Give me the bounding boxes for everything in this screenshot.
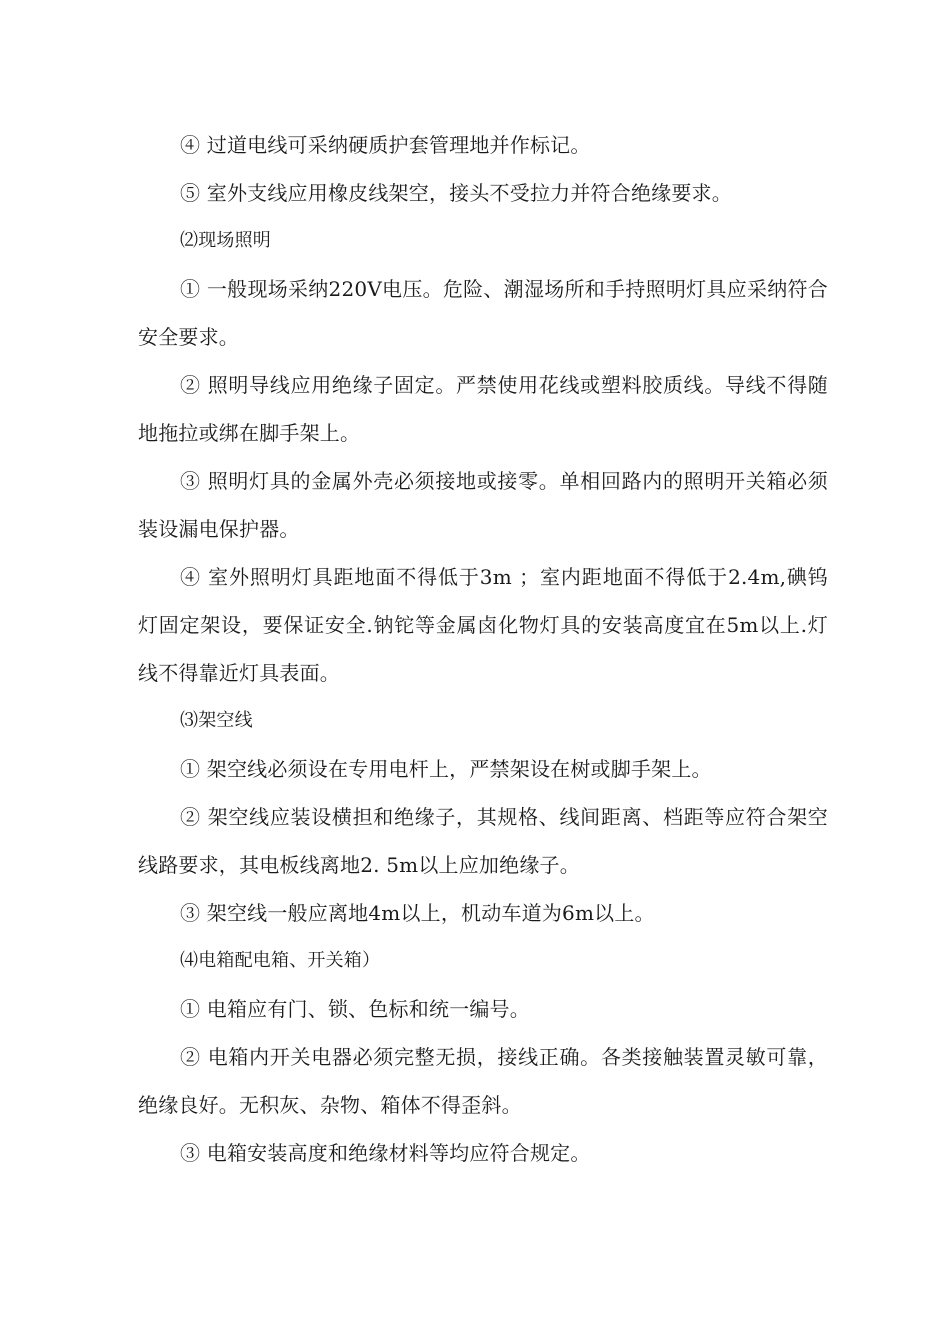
- paragraph-lighting-height: ④ 室外照明灯具距地面不得低于3m ；室内距地面不得低于2.4m,碘钨灯固定架设，要保证安全.钠铊等金属卤化物灯具的安装高度宜在5m以上.灯线不得靠近灯具表面。: [138, 565, 828, 685]
- paragraph-box-doors-locks: ① 电箱应有门、锁、色标和统一编号。: [180, 997, 530, 1021]
- paragraph-overhead-insulators: ② 架空线应装设横担和绝缘子，其规格、线间距离、档距等应符合架空线路要求，其电板线离地2. 5m以上应加绝缘子。: [138, 805, 828, 877]
- paragraph-box-switches: ② 电箱内开关电器必须完整无损，接线正确。各类接触装置灵敏可靠，绝缘良好。无积灰、杂物、箱体不得歪斜。: [138, 1045, 828, 1117]
- paragraph-lighting-wires: ② 照明导线应用绝缘子固定。严禁使用花线或塑料胶质线。导线不得随地拖拉或绑在脚手架上。: [138, 373, 828, 445]
- paragraph-box-installation: ③ 电箱安装高度和绝缘材料等均应符合规定。: [180, 1141, 591, 1165]
- paragraph-item-4-crossing-wires: ④ 过道电线可采纳硬质护套管理地并作标记。: [180, 133, 591, 157]
- section-heading-overhead-lines: ⑶架空线: [180, 710, 253, 731]
- paragraph-lighting-grounding: ③ 照明灯具的金属外壳必须接地或接零。单相回路内的照明开关箱必须装设漏电保护器。: [138, 469, 828, 541]
- paragraph-lighting-voltage: ① 一般现场采纳220V电压。危险、潮湿场所和手持照明灯具应采纳符合安全要求。: [138, 277, 828, 349]
- section-heading-distribution-boxes: ⑷电箱配电箱、开关箱）: [180, 950, 381, 971]
- section-heading-site-lighting: ⑵现场照明: [180, 230, 271, 251]
- paragraph-item-5-outdoor-branch: ⑤ 室外支线应用橡皮线架空，接头不受拉力并符合绝缘要求。: [180, 181, 732, 205]
- paragraph-overhead-clearance: ③ 架空线一般应离地4m以上，机动车道为6m以上。: [180, 901, 655, 925]
- document-body: [138, 121, 828, 1177]
- paragraph-overhead-poles: ① 架空线必须设在专用电杆上，严禁架设在树或脚手架上。: [180, 757, 712, 781]
